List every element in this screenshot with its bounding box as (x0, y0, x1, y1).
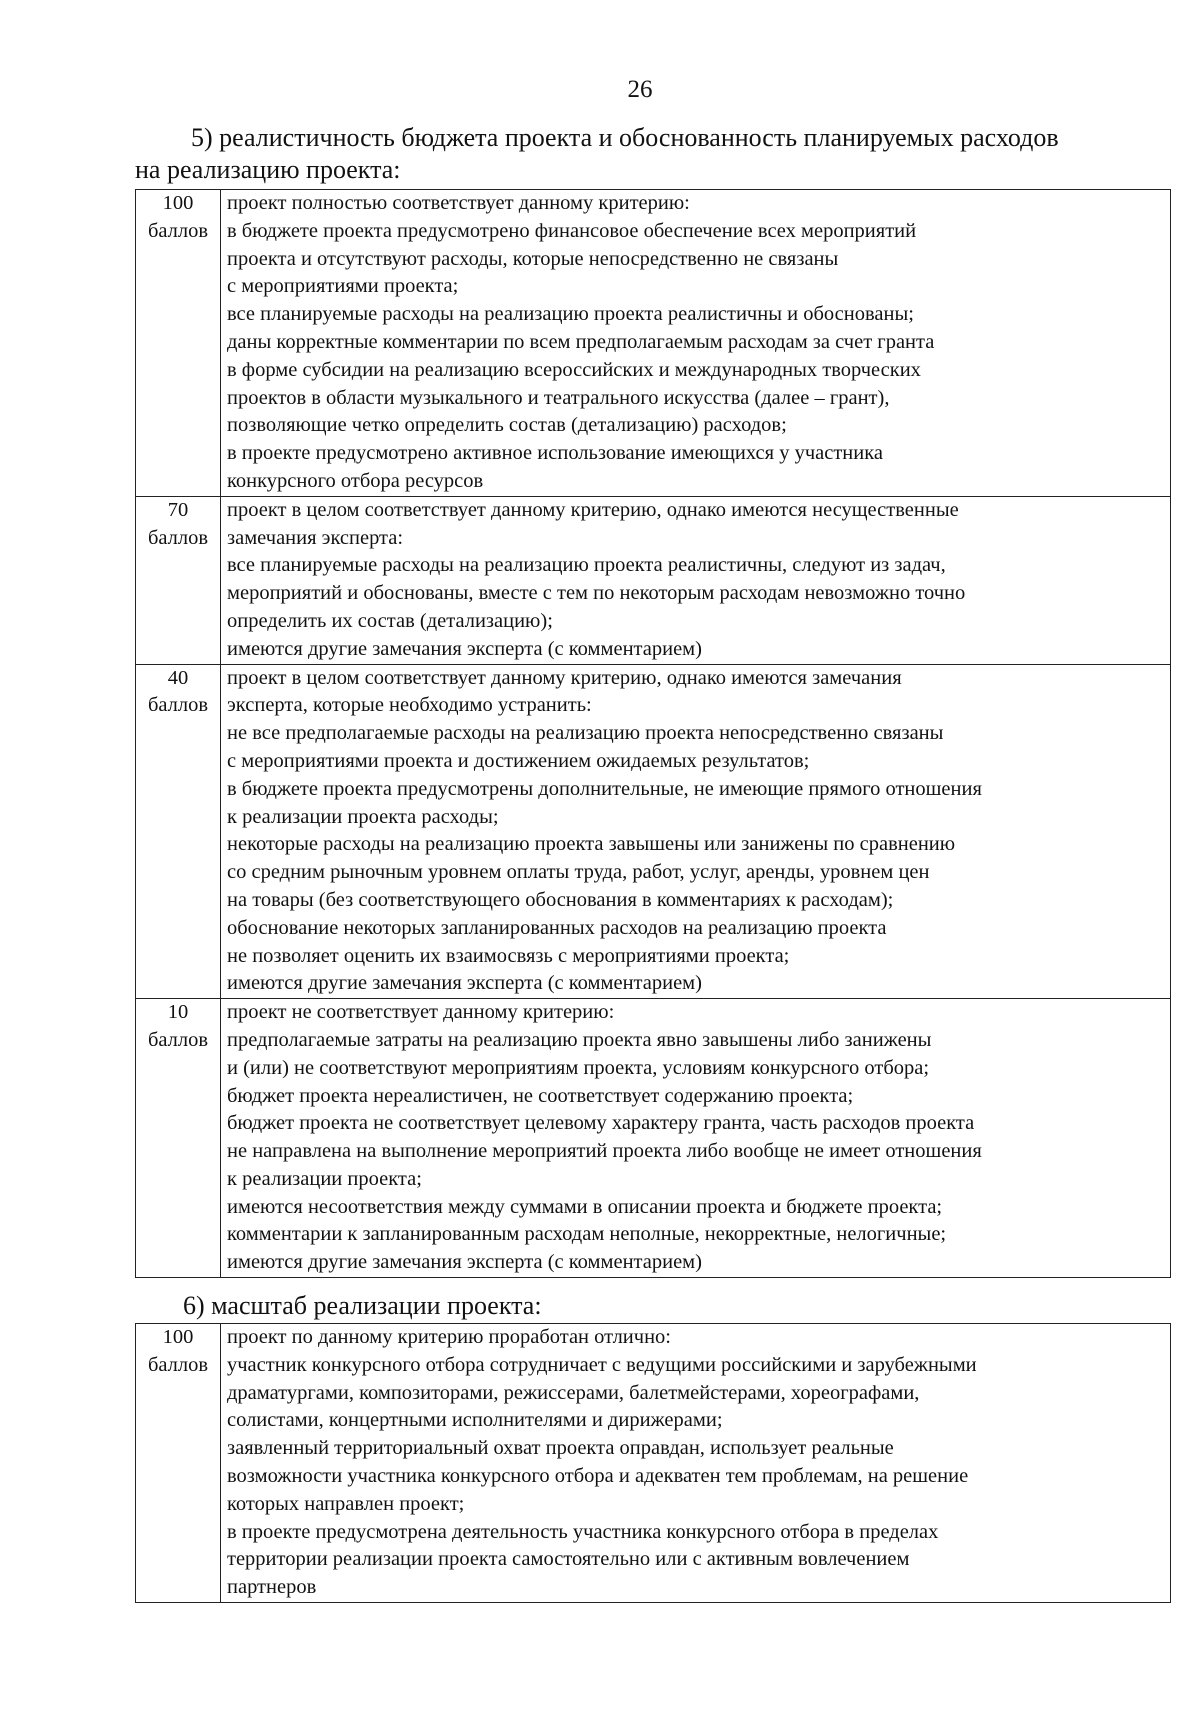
description-line: определить их состав (детализацию); (227, 609, 553, 632)
description-line: возможности участника конкурсного отбора и адекватен тем проблемам, на решение (227, 1464, 969, 1487)
score-unit: баллов (147, 219, 209, 242)
description-line: замечания эксперта: (227, 526, 404, 549)
description-line: проекта и отсутствуют расходы, которые непосредственно не связаны (227, 247, 839, 270)
description-line: со средним рыночным уровнем оплаты труда, работ, услуг, аренды, уровнем цен (227, 861, 930, 884)
description-line: проект полностью соответствует данному критерию: (227, 192, 690, 214)
score-value: 70 (167, 498, 189, 521)
description-line: предполагаемые затраты на реализацию проекта явно завышены либо занижены (227, 1028, 932, 1051)
score-value: 10 (167, 1001, 189, 1024)
description-line: проект в целом соответствует данному критерию, однако имеются несущественные (227, 498, 959, 521)
score-cell (136, 190, 221, 497)
criteria-row (136, 664, 1171, 999)
criteria-description (221, 496, 1171, 664)
score-unit: баллов (147, 694, 209, 717)
description-line: заявленный территориальный охват проекта оправдан, использует реальные (227, 1437, 894, 1460)
description-line: драматургами, композиторами, режиссерами, балетмейстерами, хореографами, (227, 1381, 920, 1404)
description-line: проект не соответствует данному критерию: (227, 1001, 615, 1024)
description-line: имеются другие замечания эксперта (с комментарием) (227, 637, 702, 660)
criteria-description (221, 999, 1171, 1278)
score-unit: баллов (147, 526, 209, 549)
score-value: 100 (162, 192, 194, 214)
section-6-heading-text: 6) масштаб реализации проекта: (183, 1291, 542, 1320)
section-5-criteria-table (135, 189, 1171, 1278)
description-line: все планируемые расходы на реализацию проекта реалистичны и обоснованы; (227, 303, 914, 326)
criteria-description (221, 1324, 1171, 1603)
description-line: к реализации проекта расходы; (227, 805, 499, 828)
description-line: солистами, концертными исполнителями и дирижерами; (227, 1409, 723, 1432)
description-line: не все предполагаемые расходы на реализацию проекта непосредственно связаны (227, 722, 944, 745)
description-line: проект в целом соответствует данному критерию, однако имеются замечания (227, 666, 902, 689)
description-line: и (или) не соответствуют мероприятиям проекта, условиям конкурсного отбора; (227, 1056, 930, 1079)
description-line: обоснование некоторых запланированных расходов на реализацию проекта (227, 916, 887, 939)
description-line: в форме субсидии на реализацию всероссийских и международных творческих (227, 358, 921, 381)
description-line: в бюджете проекта предусмотрено финансовое обеспечение всех мероприятий (227, 219, 917, 242)
description-line: в проекте предусмотрена деятельность участника конкурсного отбора в пределах (227, 1520, 939, 1543)
description-line: имеются другие замечания эксперта (с комментарием) (227, 972, 702, 995)
criteria-row (136, 1324, 1171, 1603)
description-line: все планируемые расходы на реализацию проекта реалистичны, следуют из задач, (227, 554, 946, 577)
description-line: с мероприятиями проекта; (227, 275, 459, 298)
criteria-row (136, 496, 1171, 664)
description-line: к реализации проекта; (227, 1167, 422, 1190)
description-line: мероприятий и обоснованы, вместе с тем по некоторым расходам невозможно точно (227, 582, 966, 605)
description-line: имеются несоответствия между суммами в описании проекта и бюджете проекта; (227, 1195, 943, 1218)
description-line: партнеров (227, 1576, 317, 1599)
criteria-row (136, 999, 1171, 1278)
description-line: в проекте предусмотрено активное использование имеющихся у участника (227, 442, 883, 465)
score-cell (136, 664, 221, 999)
criteria-description (221, 190, 1171, 497)
score-cell (136, 999, 221, 1278)
criteria-description (221, 664, 1171, 999)
description-line: участник конкурсного отбора сотрудничает с ведущими российскими и зарубежными (227, 1353, 977, 1376)
score-value: 40 (167, 666, 189, 689)
description-line: эксперта, которые необходимо устранить: (227, 694, 592, 717)
score-cell (136, 496, 221, 664)
description-line: проект по данному критерию проработан отлично: (227, 1326, 672, 1348)
description-line: проектов в области музыкального и театрального искусства (далее – грант), (227, 386, 890, 409)
score-unit: баллов (147, 1353, 209, 1376)
description-line: которых направлен проект; (227, 1492, 465, 1515)
criteria-row (136, 190, 1171, 497)
description-line: не направлена на выполнение мероприятий проекта либо вообще не имеет отношения (227, 1140, 982, 1163)
description-line: на товары (без соответствующего обоснования в комментариях к расходам); (227, 888, 894, 911)
description-line: имеются другие замечания эксперта (с комментарием) (227, 1251, 702, 1274)
description-line: бюджет проекта нереалистичен, не соответствует содержанию проекта; (227, 1084, 854, 1107)
description-line: не позволяет оценить их взаимосвязь с мероприятиями проекта; (227, 944, 790, 967)
section-6-heading (135, 1290, 1145, 1322)
description-line: некоторые расходы на реализацию проекта завышены или занижены по сравнению (227, 833, 956, 856)
description-line: с мероприятиями проекта и достижением ожидаемых результатов; (227, 749, 810, 772)
description-line: даны корректные комментарии по всем предполагаемым расходам за счет гранта (227, 330, 935, 353)
page-number: 26 (627, 76, 653, 103)
score-value: 100 (162, 1326, 194, 1348)
description-line: в бюджете проекта предусмотрены дополнительные, не имеющие прямого отношения (227, 777, 982, 800)
section-6-criteria-table (135, 1323, 1171, 1603)
description-line: территории реализации проекта самостоятельно или с активным вовлечением (227, 1548, 910, 1571)
section-5-heading-line2: на реализацию проекта: (135, 155, 401, 184)
description-line: бюджет проекта не соответствует целевому характеру гранта, часть расходов проекта (227, 1112, 975, 1135)
description-line: конкурсного отбора ресурсов (227, 469, 484, 492)
score-cell (136, 1324, 221, 1603)
description-line: позволяющие четко определить состав (детализацию) расходов; (227, 414, 787, 437)
description-line: комментарии к запланированным расходам неполные, некорректные, нелогичные; (227, 1223, 947, 1246)
score-unit: баллов (147, 1028, 209, 1051)
section-5-heading (135, 122, 1145, 186)
section-5-heading-line1: 5) реалистичность бюджета проекта и обоснованность планируемых расходов (191, 123, 1059, 152)
